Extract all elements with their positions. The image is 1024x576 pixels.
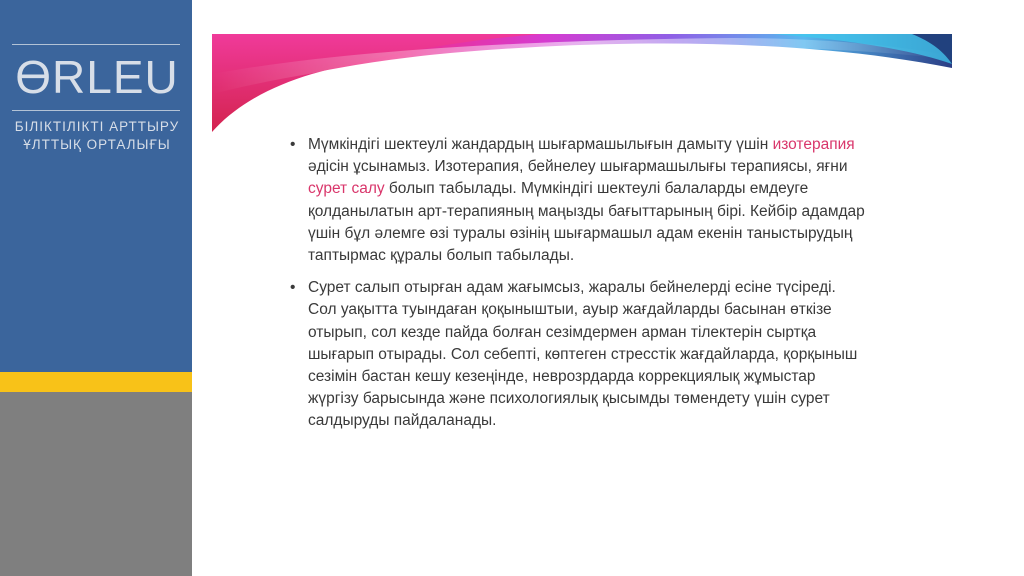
logo-top-rule [12, 44, 180, 45]
paragraph-1-text-c: болып табылады. Мүмкіндігі шектеулі балаларды емдеуге қолданылатын арт-терапияның маңызды бағыттарының бірі. Кейбір адамдар үшін бұл әлемге өзі туралы өзінің шығармашыл адам екенін таныстырудың таптырмас құралы болып табылады. [308, 180, 865, 265]
logo-subtitle [12, 118, 182, 154]
decorative-banner [212, 34, 952, 134]
slide-content [288, 134, 868, 443]
logo-subtitle-line2: ҰЛТТЫҚ ОРТАЛЫҒЫ [23, 137, 171, 152]
orleu-logo: ӨRLEU [15, 51, 179, 103]
logo-bottom-rule [12, 110, 180, 111]
bullet-1: • [290, 136, 296, 153]
sidebar-yellow-stripe [0, 372, 192, 392]
paragraph-2-text: Сурет салып отырған адам жағымсыз, жаралы бейнелерді есіне түсіреді. Сол уақытта туындаған қоқыныштыи, ауыр жағдайларды басынан өткізе отырып, сол кезде пайда болған сезімдермен арман тілектерін сыртқа шығарып отырады. Сол себепті, көптеген стресстік жағдайларда, қорқыныш сезімін бастан кешу кезеңінде, неврозрдарда коррекциялық жұмыстар жүргізу барысында және психологиялық қысымды төмендету үшін сурет салдыруды пайдаланады. [308, 279, 858, 430]
highlight-izotherapy: изотерапия [772, 136, 855, 153]
logo-subtitle-line1: БІЛІКТІЛІКТІ АРТТЫРУ [14, 119, 180, 134]
sidebar [0, 0, 192, 576]
sidebar-gray-panel [0, 392, 192, 576]
paragraph-1-text-b: әдісін ұсынамыз. Изотерапия, бейнелеу шығармашылығы терапиясы, яғни [308, 158, 848, 176]
highlight-drawing: сурет салу [308, 180, 385, 198]
paragraph-1-text-a: Мүмкіндігі шектеулі жандардың шығармашылығын дамыту үшін [308, 136, 773, 153]
paragraph-2 [288, 277, 868, 432]
bullet-2: • [290, 279, 296, 297]
paragraph-1 [288, 134, 868, 267]
